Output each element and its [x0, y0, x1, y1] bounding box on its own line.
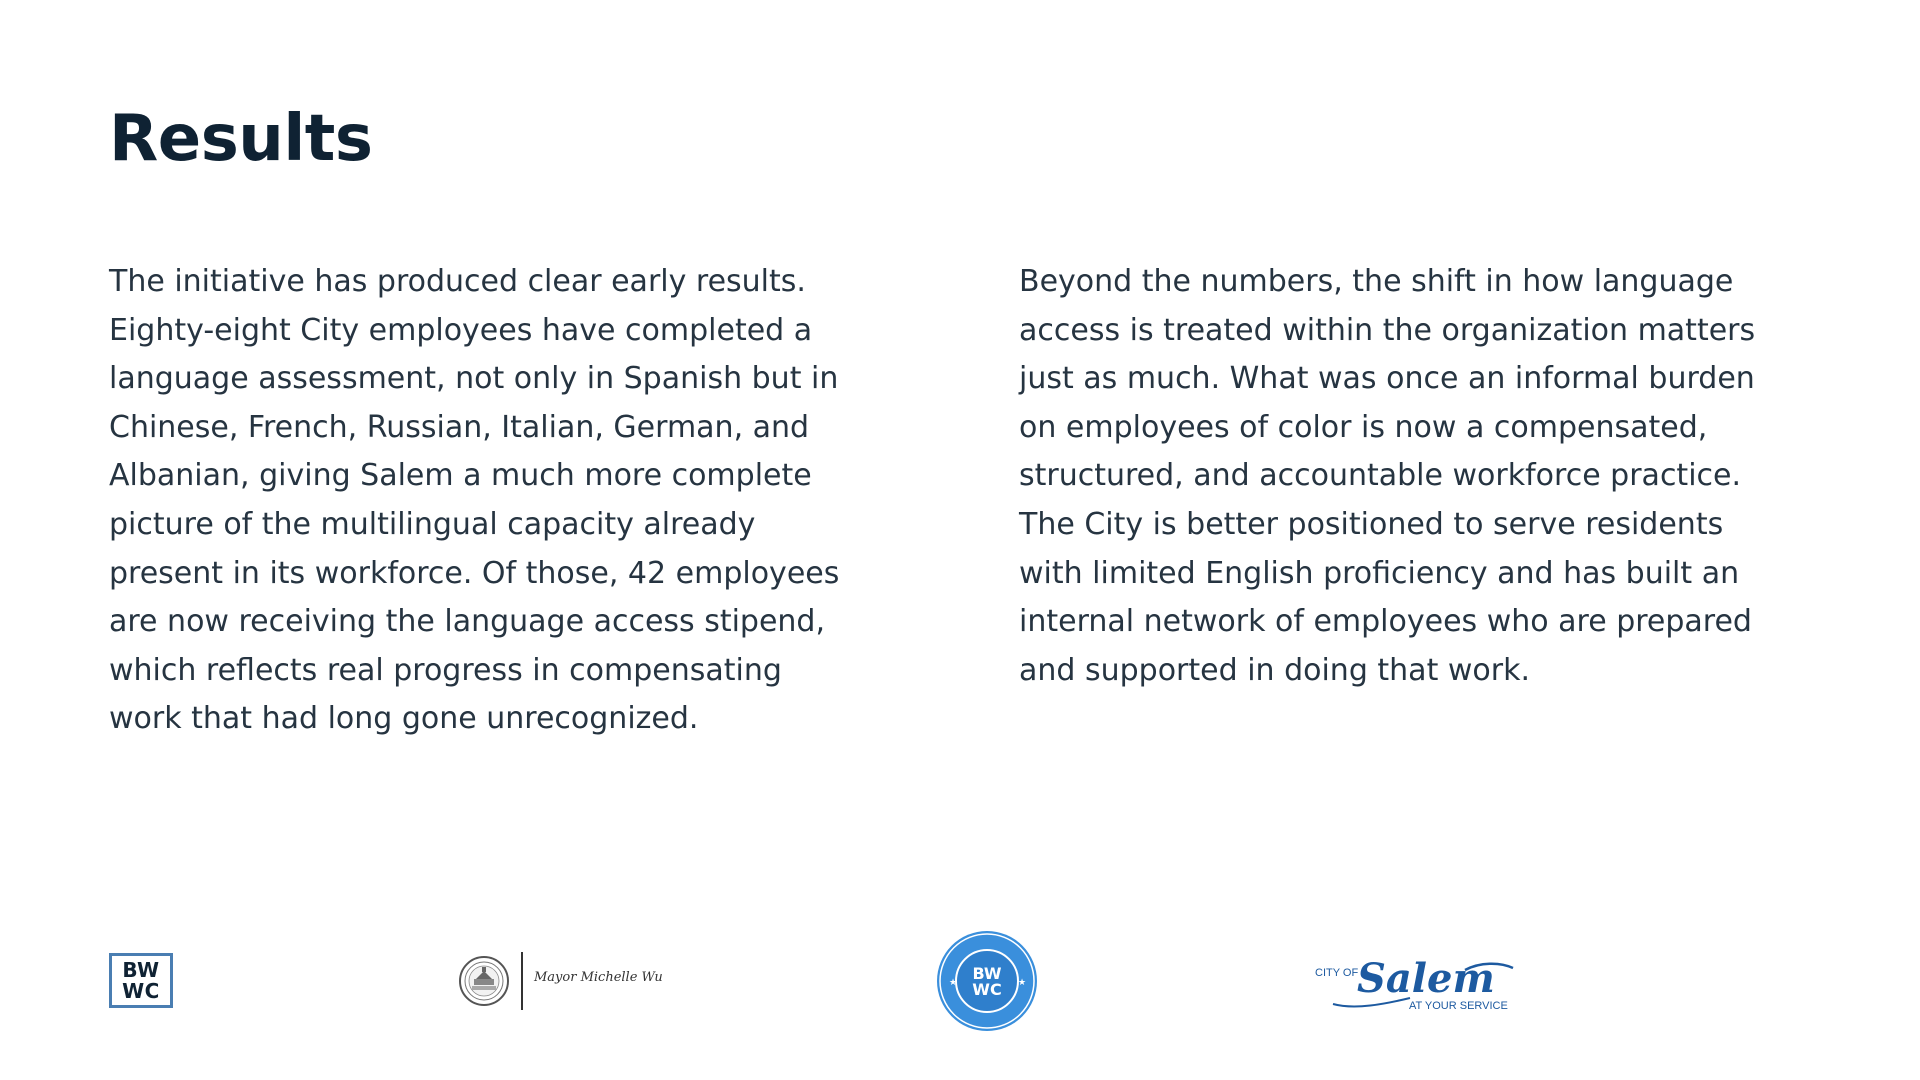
bwwc-badge-logo — [935, 929, 1039, 1033]
salem-name: Salem — [1357, 955, 1495, 1002]
bwwc-logo-line1: BW — [122, 957, 160, 982]
results-paragraph-right: Beyond the numbers, the shift in how language access is treated within the organization matters just as much. What was once an informal burden on employees of color is now a compensated, structured, and accountable workforce practice. The City is better positioned to serve residents with limited English proficiency and has built an internal network of employees who are prepared and supported in doing that work. — [1019, 264, 1756, 688]
salem-prefix: CITY OF — [1315, 967, 1359, 979]
badge-line1: BW — [972, 964, 1002, 983]
svg-text:★: ★ — [1018, 978, 1027, 988]
bwwc-logo-line2: WC — [122, 978, 160, 1003]
bwwc-logo — [109, 953, 173, 1008]
mayor-name: Mayor Michelle Wu — [534, 970, 663, 985]
svg-text:★: ★ — [949, 978, 958, 988]
badge-line2: WC — [972, 980, 1002, 999]
salem-wordmark-icon — [1315, 948, 1515, 1014]
boston-seal-icon — [458, 955, 510, 1007]
mayor-michelle-wu-logo — [458, 950, 663, 1012]
mayor-logo-divider — [521, 952, 523, 1010]
results-paragraph-left: The initiative has produced clear early results. Eighty-eight City employees have completed a language assessment, not only in Spanish but in Chinese, French, Russian, Italian, German, and Albanian, giving Salem a much more complete picture of the multilingual capacity already present in its workforce. Of those, 42 employees are now receiving the language access stipend, which reflects real progress in compensating work that had long gone unrecognized. — [109, 264, 840, 737]
city-of-salem-logo — [1315, 948, 1515, 1014]
page-title: Results — [109, 102, 373, 176]
salem-tagline: AT YOUR SERVICE — [1409, 1000, 1508, 1012]
bwwc-badge-icon — [935, 929, 1039, 1033]
